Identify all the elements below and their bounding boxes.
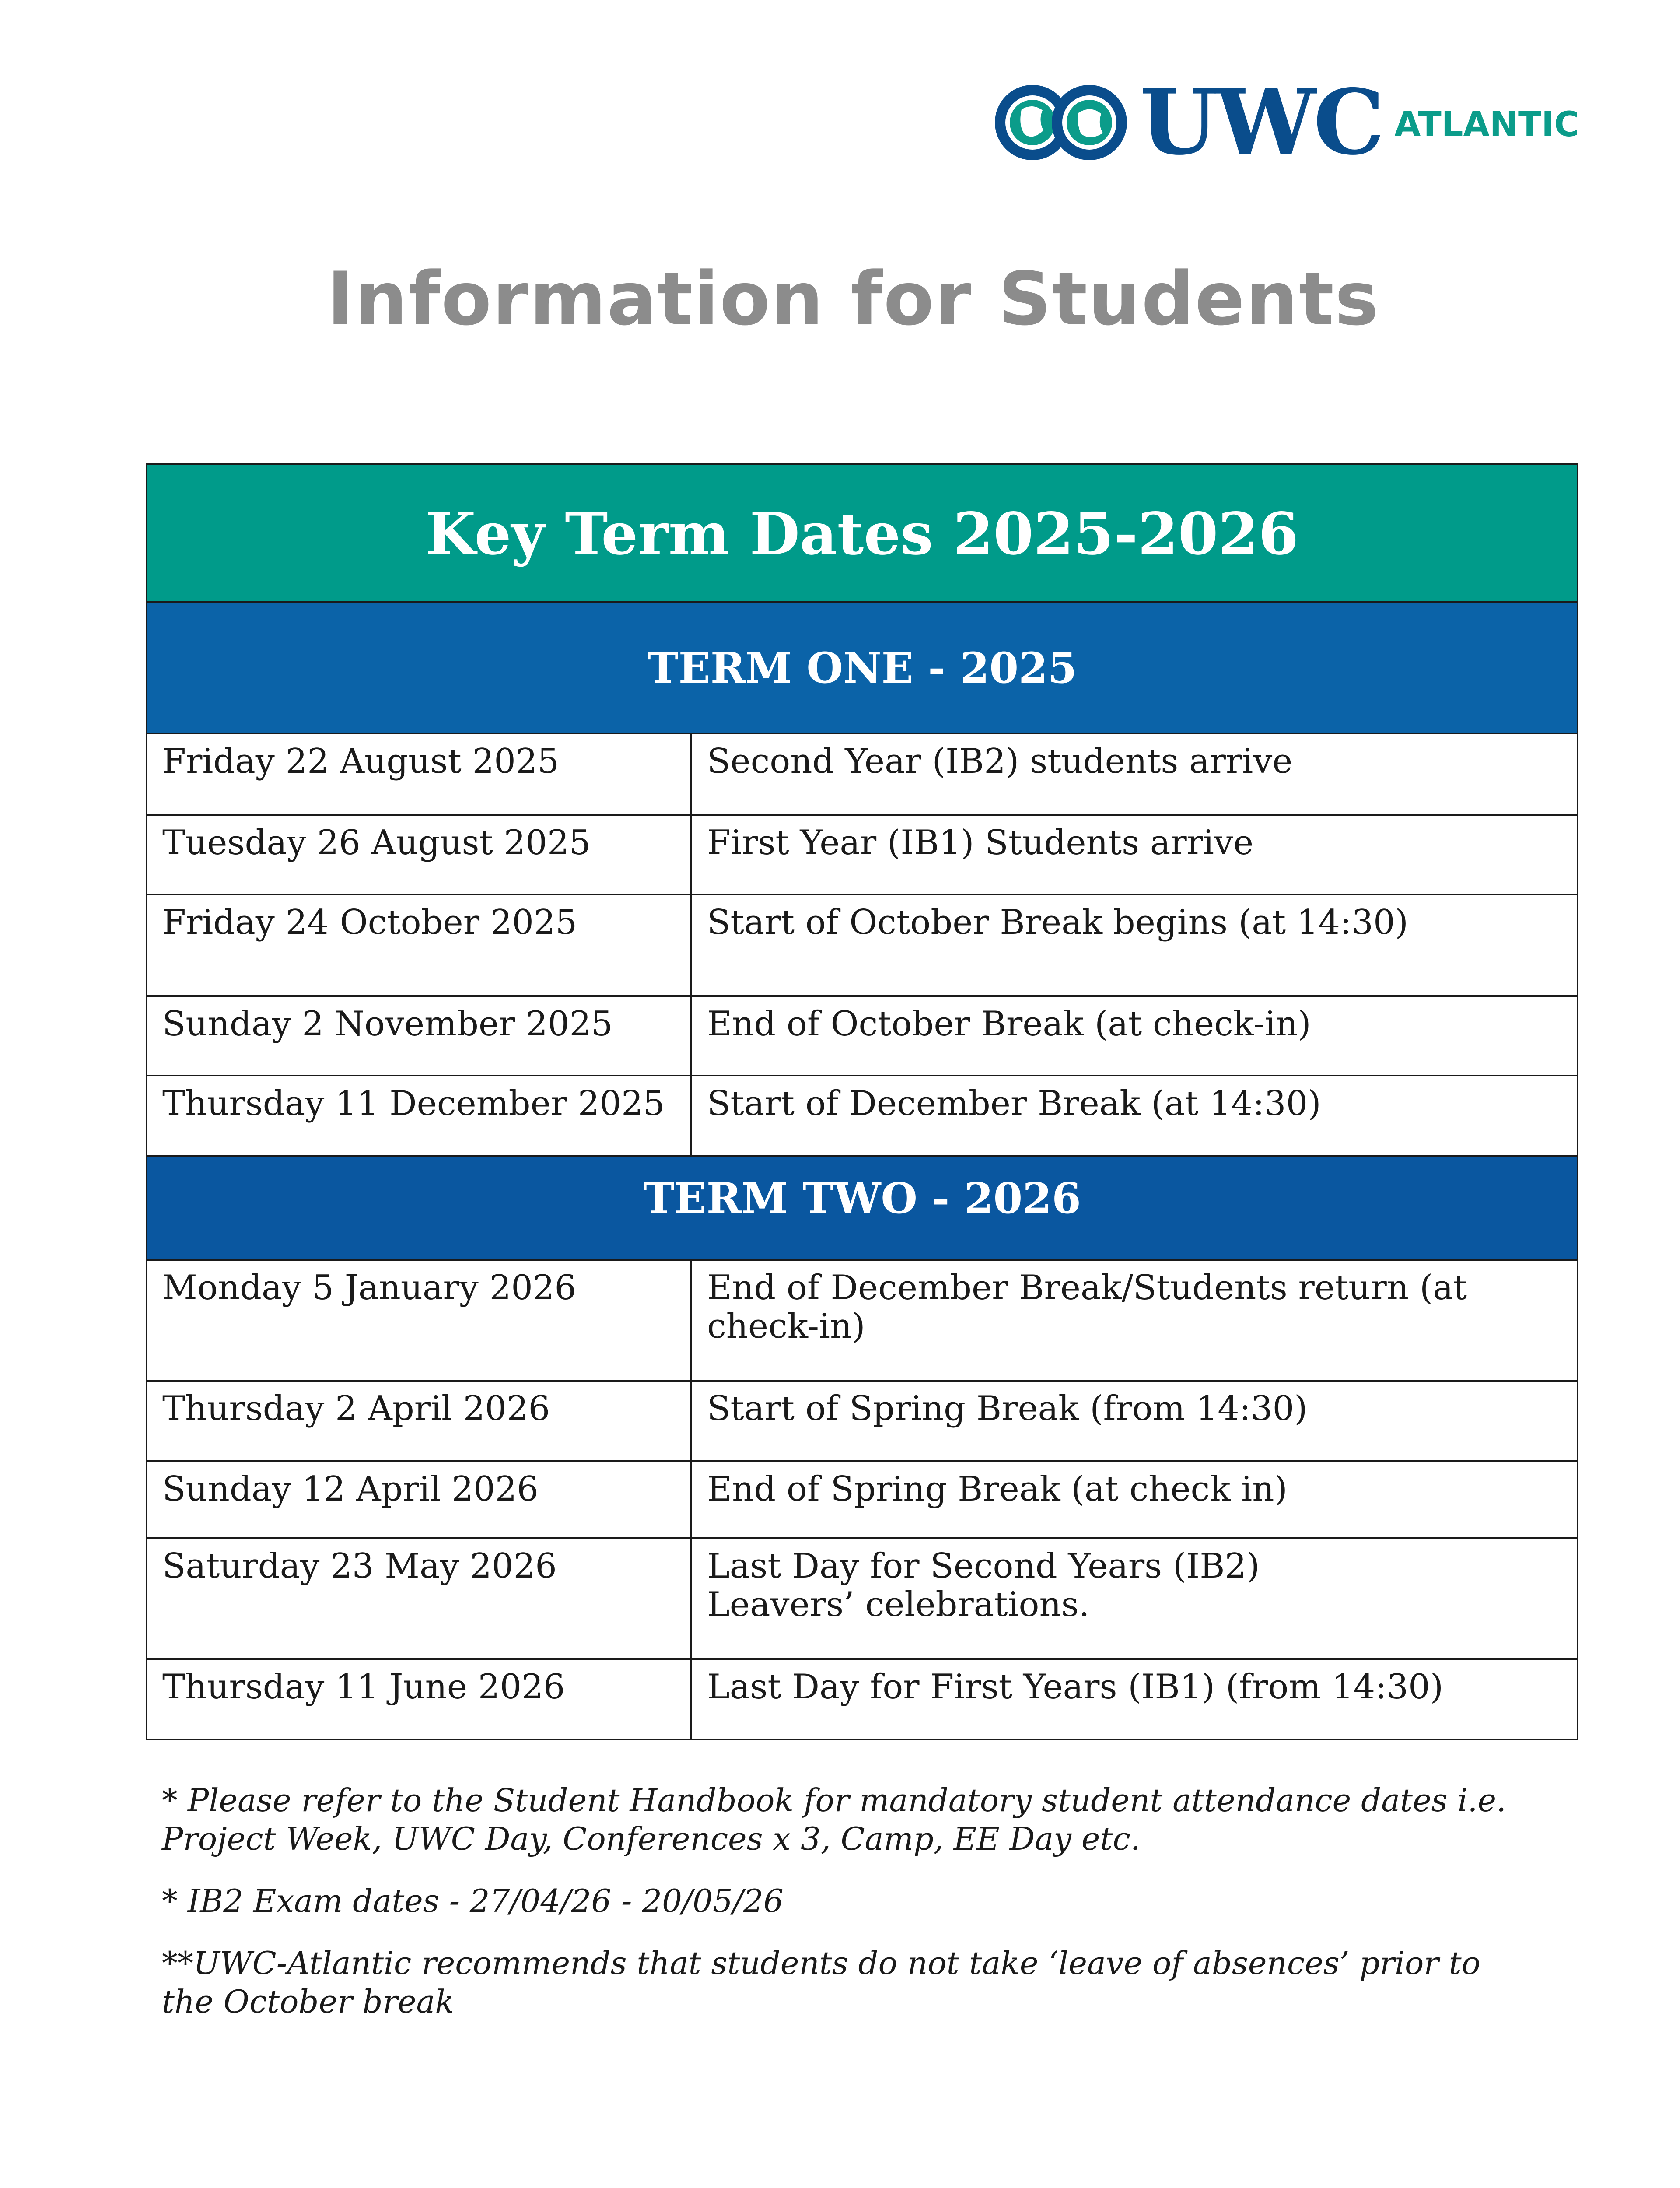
page-title: Information for Students [326,256,1380,342]
logo-wordmark: UWC [1140,70,1382,175]
event-line-2: Leavers’ celebrations. [707,1585,1090,1624]
footnote-handbook: * Please refer to the Student Handbook for mandatory student attendance dates i.e. Project Week, UWC Day, Conferences x 3, Camp, EE Day etc. [162,1782,1506,1857]
event-cell: Start of Spring Break (from 14:30) [691,1381,1578,1461]
event-cell: Start of October Break begins (at 14:30) [691,894,1578,996]
footnotes [162,1781,1540,2044]
table-row [147,1076,1578,1156]
table-row [147,1260,1578,1381]
uwc-atlantic-logo [991,70,1579,175]
date-cell: Saturday 23 May 2026 [147,1538,691,1659]
table-row [147,996,1578,1076]
footnote-exam-dates: * IB2 Exam dates - 27/04/26 - 20/05/26 [162,1883,784,1919]
event-cell: End of December Break/Students return (at check-in) [691,1260,1578,1381]
table-title: Key Term Dates 2025-2026 [147,464,1578,602]
table-row [147,1659,1578,1739]
date-cell: Thursday 11 June 2026 [147,1659,691,1739]
logo-campus-name: ATLANTIC [1394,105,1579,144]
date-cell: Tuesday 26 August 2025 [147,815,691,894]
event-cell: End of Spring Break (at check in) [691,1461,1578,1538]
key-term-dates-table [146,463,1578,1740]
term-one-header-row [147,602,1578,733]
table-row [147,1381,1578,1461]
globes-icon [991,79,1131,166]
event-cell: Second Year (IB2) students arrive [691,733,1578,815]
date-cell: Monday 5 January 2026 [147,1260,691,1381]
date-cell: Friday 22 August 2025 [147,733,691,815]
table-title-row [147,464,1578,602]
event-line-1: Last Day for Second Years (IB2) [707,1546,1260,1586]
table-row [147,815,1578,894]
date-cell: Sunday 2 November 2025 [147,996,691,1076]
event-cell: Last Day for First Years (IB1) (from 14:30) [691,1659,1578,1739]
table-row [147,894,1578,996]
event-cell: First Year (IB1) Students arrive [691,815,1578,894]
event-cell: Start of December Break (at 14:30) [691,1076,1578,1156]
event-cell: End of October Break (at check-in) [691,996,1578,1076]
table-row [147,1461,1578,1538]
date-cell: Friday 24 October 2025 [147,894,691,996]
event-cell [691,1538,1578,1659]
date-cell: Thursday 2 April 2026 [147,1381,691,1461]
term-one-heading: TERM ONE - 2025 [147,602,1578,733]
table-row [147,1538,1578,1659]
term-two-header-row [147,1156,1578,1260]
term-two-heading: TERM TWO - 2026 [147,1156,1578,1260]
footnote-leave-of-absence: **UWC-Atlantic recommends that students do not take ‘leave of absences’ prior to the October break [162,1945,1480,2020]
date-cell: Sunday 12 April 2026 [147,1461,691,1538]
table-row [147,733,1578,815]
date-cell: Thursday 11 December 2025 [147,1076,691,1156]
